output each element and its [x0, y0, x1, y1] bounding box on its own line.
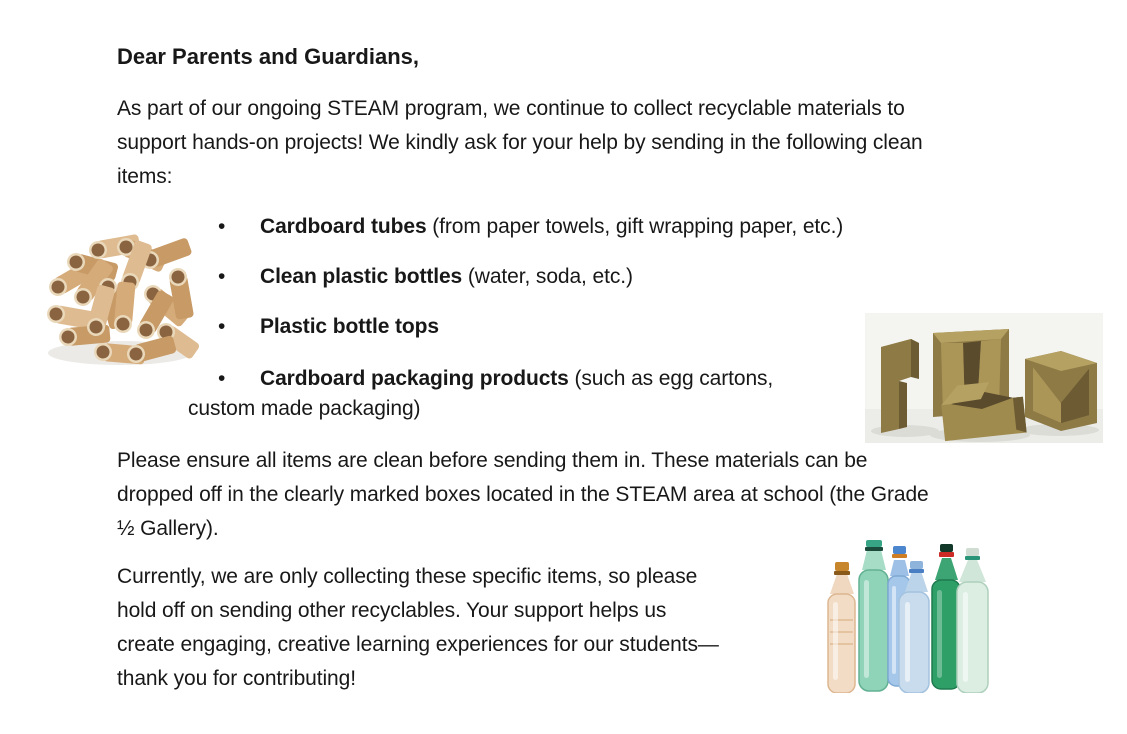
bullet-bold-text: Plastic bottle tops	[260, 315, 439, 338]
bullet-marker: •	[218, 265, 226, 288]
bullet-marker: •	[218, 367, 226, 390]
bullet-item-plastic-bottle-tops	[260, 316, 439, 337]
intro-line: items:	[117, 165, 173, 188]
bullet-bold-text: Cardboard packaging products	[260, 367, 569, 390]
bullet-marker: •	[218, 315, 226, 338]
bullet-item-cardboard-tubes	[260, 216, 843, 237]
bullet-wrap-line: custom made packaging)	[188, 397, 421, 420]
closing-line: hold off on sending other recyclables. Your support helps us	[117, 599, 667, 622]
bullet-bold-text: Cardboard tubes	[260, 215, 427, 238]
cardboard-packaging-photo	[865, 313, 1103, 443]
dropoff-line: dropped off in the clearly marked boxes located in the STEAM area at school (the Grade	[117, 483, 929, 506]
bullet-marker: •	[218, 215, 226, 238]
bullet-rest-text: (such as egg cartons,	[568, 367, 774, 390]
closing-line: thank you for contributing!	[117, 667, 356, 690]
bullet-bold-text: Clean plastic bottles	[260, 265, 463, 288]
greeting-line: Dear Parents and Guardians,	[117, 44, 419, 69]
dropoff-line: ½ Gallery).	[117, 517, 219, 540]
bullet-item-cardboard-packaging	[260, 368, 773, 389]
cardboard-tubes-photo	[36, 202, 204, 370]
intro-line: As part of our ongoing STEAM program, we continue to collect recyclable materials to	[117, 97, 905, 120]
closing-line: Currently, we are only collecting these specific items, so please	[117, 565, 698, 588]
plastic-bottles-photo	[823, 528, 991, 693]
bullet-rest-text: (water, soda, etc.)	[462, 265, 633, 288]
intro-line: support hands-on projects! We kindly ask for your help by sending in the following clean	[117, 131, 923, 154]
closing-line: create engaging, creative learning experiences for our students—	[117, 633, 719, 656]
bullet-item-clean-plastic-bottles	[260, 266, 633, 287]
dropoff-line: Please ensure all items are clean before sending them in. These materials can be	[117, 449, 868, 472]
bullet-rest-text: (from paper towels, gift wrapping paper, etc.)	[426, 215, 844, 238]
